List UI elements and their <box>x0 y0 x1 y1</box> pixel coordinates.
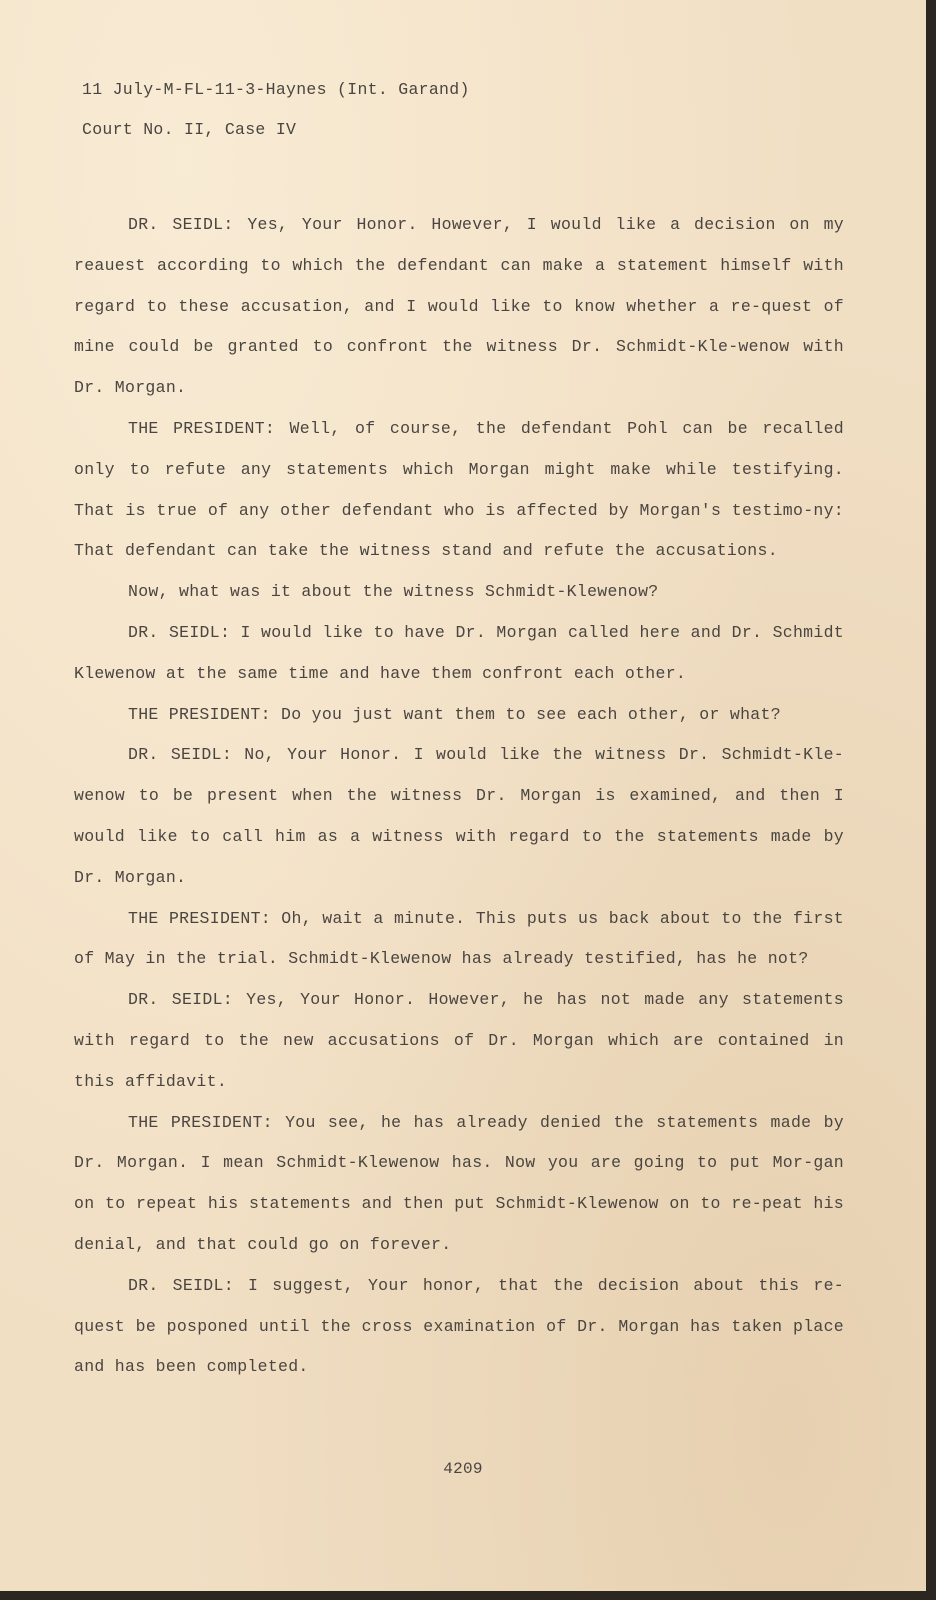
page-number: 4209 <box>443 1460 483 1478</box>
transcript-paragraph: THE PRESIDENT: Oh, wait a minute. This puts us back about to the first of May in the trial. Schmidt-Klewenow has already testified, has he not? <box>74 908 844 969</box>
transcript-paragraph: THE PRESIDENT: Well, of course, the defendant Pohl can be recalled only to refute any statements which Morgan might make while testifying. That is true of any other defendant who is affected by Morgan's testimo-ny: That defendant can take the witness stand and refute the accusations. <box>74 418 844 561</box>
transcript-paragraph: DR. SEIDL: I suggest, Your honor, that the decision about this re-quest be posponed until the cross examination of Dr. Morgan has taken place and has been completed. <box>74 1275 844 1377</box>
transcript-paragraph: Now, what was it about the witness Schmidt-Klewenow? <box>128 582 659 602</box>
transcript-paragraph: DR. SEIDL: Yes, Your Honor. However, I would like a decision on my reauest according to which the defendant can make a statement himself with regard to these accusation, and I would like to know whether a re-quest of mine could be granted to confront the witness Dr. Schmidt-Kle-wenow with Dr. Morgan. <box>74 215 844 398</box>
document-header-court-line: Court No. II, Case IV <box>82 120 297 139</box>
transcript-body <box>74 205 844 1388</box>
transcript-paragraph: DR. SEIDL: No, Your Honor. I would like the witness Dr. Schmidt-Kle-wenow to be present when the witness Dr. Morgan is examined, and then I would like to call him as a witness with regard to the statements made by Dr. Morgan. <box>74 745 844 887</box>
document-header-date-line: 11 July-M-FL-11-3-Haynes (Int. Garand) <box>82 80 470 99</box>
transcript-paragraph: DR. SEIDL: Yes, Your Honor. However, he has not made any statements with regard to the new accusations of Dr. Morgan which are contained in this affidavit. <box>74 990 844 1091</box>
transcript-paragraph: THE PRESIDENT: You see, he has already denied the statements made by Dr. Morgan. I mean Schmidt-Klewenow has. Now you are going to put Mor-gan on to repeat his statements and then put Schmidt-Klewenow on to re-peat his denial, and that could go on forever. <box>74 1112 844 1254</box>
transcript-paragraph: DR. SEIDL: I would like to have Dr. Morgan called here and Dr. Schmidt Klewenow at the same time and have them confront each other. <box>74 622 844 683</box>
transcript-paragraph: THE PRESIDENT: Do you just want them to see each other, or what? <box>128 704 781 724</box>
